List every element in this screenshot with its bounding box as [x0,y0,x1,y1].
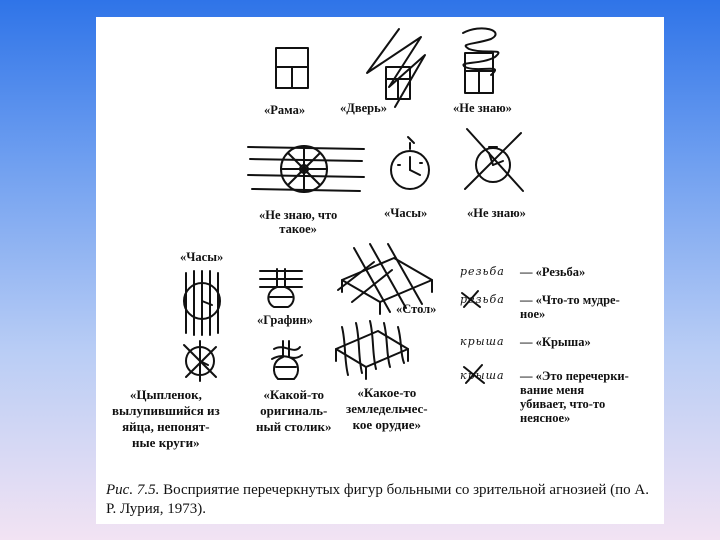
crossed-decanter-drawing [264,337,308,385]
label-farm-tool: «Какое-то земледельчес- кое орудие» [346,385,428,432]
lined-clock-drawing [178,267,228,337]
decanter-drawing [256,265,306,313]
label-odd-table: «Какой-то оригиналь- ный столик» [256,387,332,434]
crossed-door-drawing [359,25,439,110]
caption-number: 7.5. [136,482,160,498]
handwritten-word-3: крыша [460,335,505,348]
label-frame: «Рама» [264,103,306,117]
label-door: «Дверь» [340,101,387,115]
scribbled-frame-drawing [451,23,511,103]
word-answer-1: — «Резьба» [520,265,586,279]
word-crossout-4 [458,361,518,387]
caption-prefix: Рис. [106,482,134,498]
crossed-clock-drawing [459,125,529,195]
clock-drawing [388,135,436,193]
word-answer-3: — «Крыша» [520,335,591,349]
figure-caption [106,481,651,519]
caption-text: Восприятие перечеркнутых фигур больными со зрительной агнозией (по А. Р. Лурия, 1973). [106,482,649,517]
label-table: «Стол» [396,302,437,316]
label-decanter: «Графин» [257,313,313,327]
handwritten-word-2: резьба [460,293,505,306]
handwritten-word-4: крыша [460,369,505,382]
frame-drawing [273,45,313,93]
crossed-table-tool-drawing [332,319,412,381]
label-dont-know-2: «Не знаю» [467,206,526,220]
label-dont-know-1: «Не знаю» [453,101,512,115]
word-answer-4: — «Это перечерки- вание меня убивает, что-то неясное» [520,369,629,425]
word-answer-2: — «Что-то мудре- ное» [520,293,620,321]
word-crossout-2 [458,287,518,311]
label-clock-1: «Часы» [384,206,428,220]
figure-page [96,17,664,524]
handwritten-word-1: резьба [460,265,505,278]
crossed-clock-chick-drawing [178,339,222,383]
label-clock-2: «Часы» [180,250,224,264]
crossed-wheel-drawing [246,135,366,205]
label-chick: «Цыпленок, вылупившийся из яйца, непонят- ные круги» [112,387,220,450]
label-dont-know-what: «Не знаю, что такое» [259,208,338,236]
